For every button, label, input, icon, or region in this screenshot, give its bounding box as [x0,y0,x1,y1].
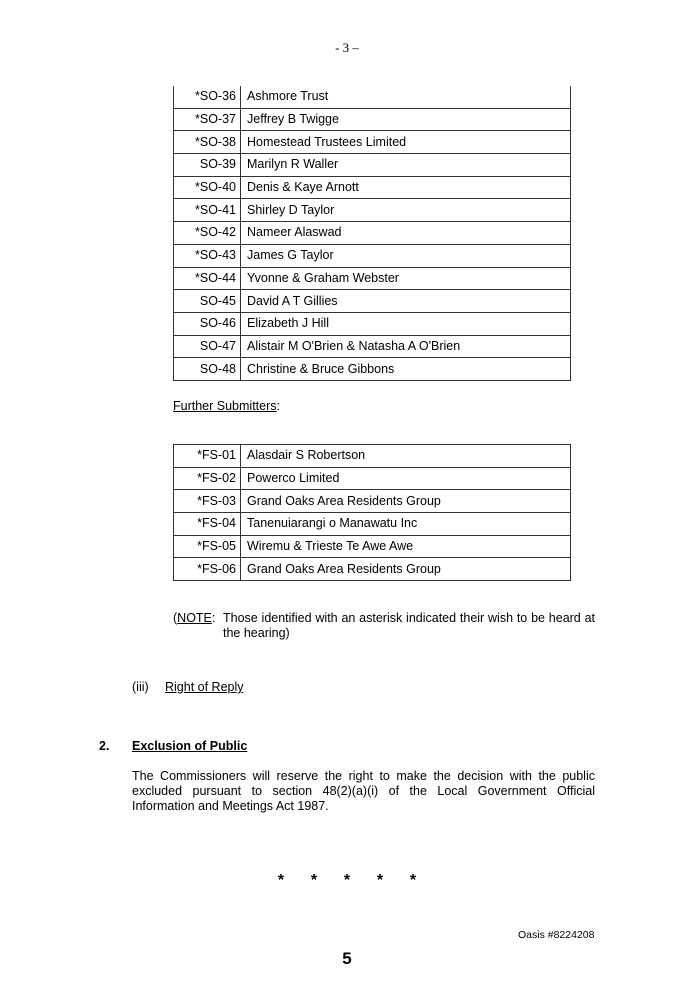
submitter-name: Grand Oaks Area Residents Group [241,490,571,513]
submitter-name: Grand Oaks Area Residents Group [241,558,571,581]
submitter-code: *SO-43 [174,244,241,267]
further-submitters-table [173,444,571,581]
table-row [174,445,571,468]
submitter-name: Alistair M O'Brien & Natasha A O'Brien [241,335,571,358]
submitter-code: *FS-03 [174,490,241,513]
submitter-name: Ashmore Trust [241,86,571,108]
submitter-code: *SO-41 [174,199,241,222]
section-2-title: Exclusion of Public [132,739,248,753]
footer-page-number: 5 [342,949,352,968]
table-row [174,131,571,154]
separator-star: * [343,872,351,889]
submitter-code: *SO-44 [174,267,241,290]
submitter-name: Wiremu & Trieste Te Awe Awe [241,535,571,558]
separator-star: * [310,872,318,889]
table-row [174,222,571,245]
submitter-name: Shirley D Taylor [241,199,571,222]
document-reference: Oasis #8224208 [518,929,595,941]
submitter-name: James G Taylor [241,244,571,267]
submitter-name: Yvonne & Graham Webster [241,267,571,290]
table-row [174,535,571,558]
submitter-code: *SO-38 [174,131,241,154]
submitter-code: SO-48 [174,358,241,381]
note-label-text: NOTE [177,611,212,625]
further-heading-text: Further Submitters [173,399,277,413]
table-row [174,176,571,199]
submitter-code: *SO-42 [174,222,241,245]
separator-star: * [376,872,384,889]
section-2-body: The Commissioners will reserve the right to make the decision with the public excluded pursuant to section 48(2)(a)(i) of the Local Government Official Information and Meetings Act 1987. [132,769,595,813]
submitter-name: Homestead Trustees Limited [241,131,571,154]
submitter-code: *SO-37 [174,108,241,131]
page-number-header: - 3 – [335,40,359,55]
table-row [174,558,571,581]
separator-stars [0,872,694,890]
submitter-code: *FS-06 [174,558,241,581]
submitter-code: SO-47 [174,335,241,358]
submitter-name: Alasdair S Robertson [241,445,571,468]
table-row [174,335,571,358]
separator-star: * [277,872,285,889]
note-colon: : [211,611,216,625]
submitter-name: Marilyn R Waller [241,154,571,177]
table-row [174,467,571,490]
table-row [174,358,571,381]
table-row [174,290,571,313]
item-iii-title: Right of Reply [165,680,244,694]
submitter-name: Nameer Alaswad [241,222,571,245]
submitter-code: *FS-04 [174,513,241,536]
further-heading-colon: : [276,399,280,413]
note-label [173,611,215,626]
table-row [174,86,571,108]
table-row [174,267,571,290]
submitters-table [173,86,571,381]
item-iii [132,680,244,694]
submitter-name: Tanenuiarangi o Manawatu Inc [241,513,571,536]
submitter-name: Christine & Bruce Gibbons [241,358,571,381]
table-row [174,244,571,267]
table-row [174,154,571,177]
separator-star: * [409,872,417,889]
note-open-paren: ( [173,611,178,625]
table-row [174,199,571,222]
submitter-code: *SO-36 [174,86,241,108]
table-row [174,513,571,536]
submitter-name: Powerco Limited [241,467,571,490]
submitter-code: *FS-01 [174,445,241,468]
submitter-name: David A T Gillies [241,290,571,313]
section-2-number: 2. [99,739,110,753]
submitter-name: Denis & Kaye Arnott [241,176,571,199]
submitter-code: SO-46 [174,312,241,335]
item-iii-numeral: (iii) [132,680,149,694]
submitter-code: *FS-05 [174,535,241,558]
table-row [174,490,571,513]
submitter-code: SO-45 [174,290,241,313]
table-row [174,312,571,335]
submitter-code: SO-39 [174,154,241,177]
further-submitters-heading [173,399,280,413]
note-text: Those identified with an asterisk indicated their wish to be heard at the hearing) [223,611,595,640]
table-row [174,108,571,131]
submitter-code: *FS-02 [174,467,241,490]
submitter-name: Jeffrey B Twigge [241,108,571,131]
submitter-name: Elizabeth J Hill [241,312,571,335]
submitter-code: *SO-40 [174,176,241,199]
